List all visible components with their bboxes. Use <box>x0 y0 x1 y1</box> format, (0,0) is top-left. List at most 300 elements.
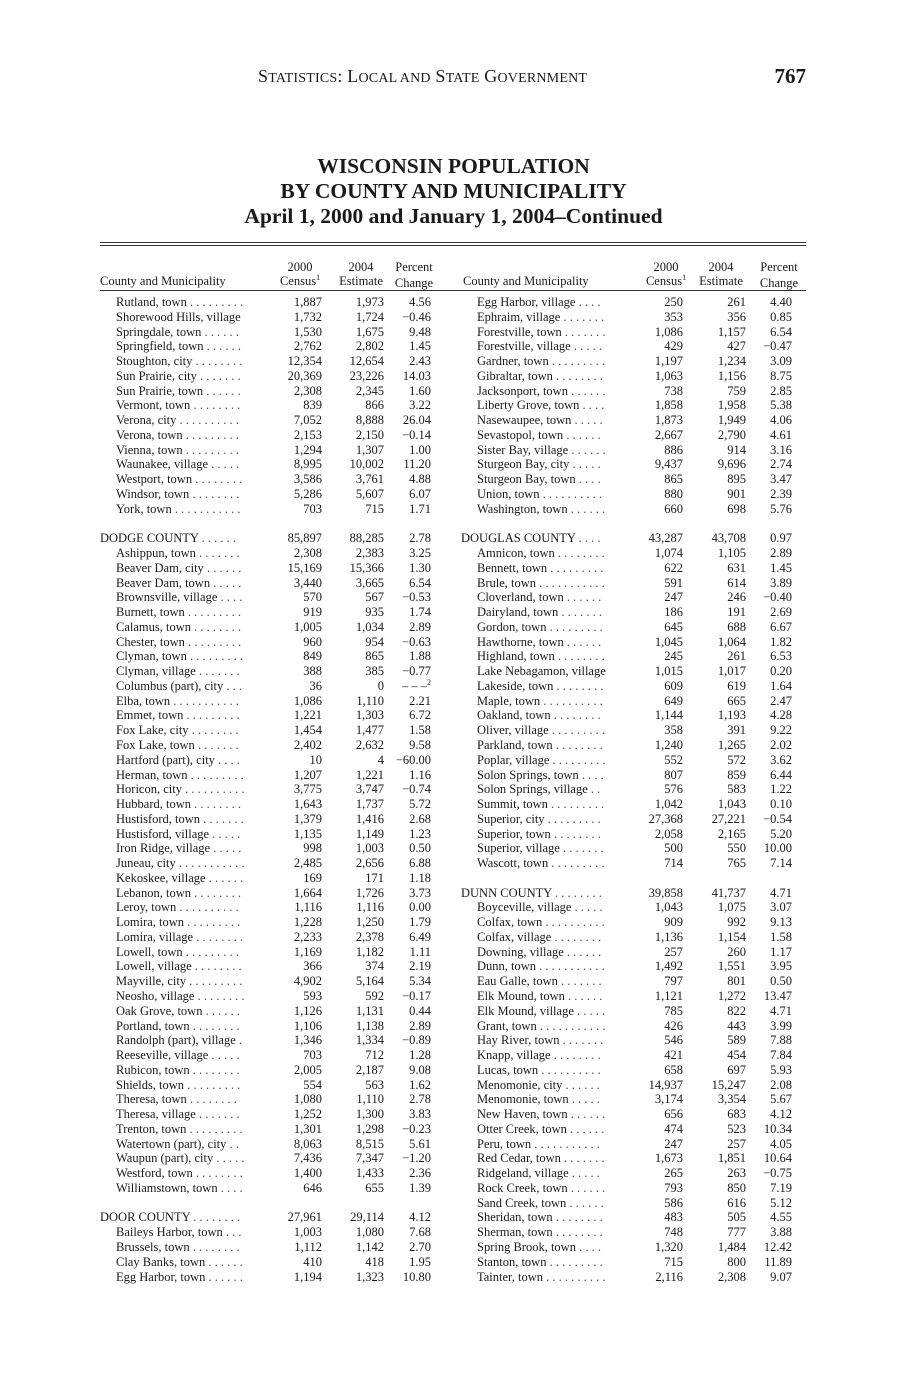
table-row <box>100 708 455 723</box>
estimate-2004: 1,149 <box>355 826 384 841</box>
percent-value: 26.04 <box>402 413 431 428</box>
municipality-name <box>100 531 236 546</box>
percent-change <box>371 590 431 605</box>
estimate-2004: 567 <box>365 590 384 605</box>
percent-value: −1.20 <box>402 1151 431 1166</box>
percent-change <box>732 1210 792 1225</box>
name-text: Westford, town <box>116 1166 193 1181</box>
census-2000: 247 <box>664 590 683 605</box>
estimate-2004: 2,802 <box>355 339 384 354</box>
census-2000: 919 <box>303 605 322 620</box>
name-text: Sister Bay, village <box>477 442 569 457</box>
percent-value: 1.39 <box>409 1180 431 1195</box>
name-text: Parkland, town <box>477 737 553 752</box>
percent-change <box>371 694 431 709</box>
percent-change <box>732 989 792 1004</box>
leader-dots: . . . . . . . . <box>553 678 604 693</box>
percent-value: 1.88 <box>409 649 431 664</box>
census-2000: 1,086 <box>293 693 322 708</box>
table-row <box>461 1048 816 1063</box>
percent-value: 0.50 <box>770 974 792 989</box>
percent-value: 2.19 <box>409 959 431 974</box>
estimate-2004: 1,157 <box>717 324 746 339</box>
percent-change <box>371 576 431 591</box>
estimate-2004: 777 <box>727 1225 746 1240</box>
municipality-name <box>116 1122 243 1137</box>
percent-value: 2.36 <box>409 1166 431 1181</box>
blank-row <box>100 516 455 531</box>
name-text: Poplar, village <box>477 752 550 767</box>
percent-change <box>371 398 431 413</box>
table-row <box>461 797 816 812</box>
name-text: Downing, village <box>477 944 564 959</box>
percent-value: 2.89 <box>409 1018 431 1033</box>
percent-change <box>732 295 792 310</box>
municipality-name <box>116 1166 243 1181</box>
census-2000: 714 <box>664 856 683 871</box>
name-text: Verona, city <box>116 413 177 428</box>
name-text: Chester, town <box>116 634 185 649</box>
leader-dots: . . . . . . . . . . <box>538 1062 601 1077</box>
percent-value: 4.12 <box>770 1107 792 1122</box>
municipality-name <box>477 753 606 768</box>
percent-change <box>732 339 792 354</box>
name-text: Emmet, town <box>116 708 184 723</box>
name-text: Ashippun, town <box>116 546 196 561</box>
title-line-3: April 1, 2000 and January 1, 2004–Continued <box>244 204 663 228</box>
percent-value: 2.78 <box>409 1092 431 1107</box>
percent-change <box>732 1063 792 1078</box>
municipality-name <box>477 694 603 709</box>
estimate-2004: 954 <box>365 634 384 649</box>
leader-dots: . . . . . . . . <box>552 1225 603 1240</box>
census-2000: 186 <box>664 605 683 620</box>
census-2000: 1,221 <box>293 708 322 723</box>
table-row <box>461 635 816 650</box>
municipality-name <box>116 1225 242 1240</box>
estimate-2004: 765 <box>727 856 746 871</box>
name-text: Ephraim, village <box>477 309 561 324</box>
census-2000: 1,858 <box>654 398 683 413</box>
percent-value: 6.53 <box>770 649 792 664</box>
estimate-2004: 1,034 <box>355 619 384 634</box>
percent-change <box>732 561 792 576</box>
name-text: DOUGLAS COUNTY <box>461 531 576 546</box>
leader-dots: . . . . . . . . <box>192 472 243 487</box>
estimate-2004: 583 <box>727 782 746 797</box>
header-pct-top: Percent <box>395 260 433 274</box>
percent-change <box>371 989 431 1004</box>
census-2000: 169 <box>303 870 322 885</box>
percent-change <box>732 1122 792 1137</box>
estimate-2004: 619 <box>727 678 746 693</box>
percent-change <box>732 1033 792 1048</box>
municipality-name <box>477 738 603 753</box>
name-text: Otter Creek, town <box>477 1121 567 1136</box>
table-row <box>461 1270 816 1285</box>
leader-dots: . . . . . . . . . <box>183 708 240 723</box>
census-2000: 2,762 <box>293 339 322 354</box>
census-2000: 474 <box>664 1121 683 1136</box>
percent-change <box>732 620 792 635</box>
name-text: Vienna, town <box>116 442 183 457</box>
name-text: Rutland, town <box>116 295 187 309</box>
percent-change <box>732 1270 792 1285</box>
name-text: Clyman, village <box>116 664 196 679</box>
estimate-2004: 1,250 <box>355 915 384 930</box>
leader-dots: . . . . . . . . . <box>547 560 604 575</box>
leader-dots: . . . . . . . <box>557 974 602 989</box>
census-2000: 2,058 <box>654 826 683 841</box>
census-2000: 410 <box>303 1254 322 1269</box>
leader-dots: . . . <box>222 1225 242 1240</box>
municipality-name <box>116 1240 240 1255</box>
percent-change <box>371 369 431 384</box>
name-text: Superior, city <box>477 811 545 826</box>
name-text: Mayville, city <box>116 974 187 989</box>
percent-change <box>732 428 792 443</box>
municipality-name <box>116 856 244 871</box>
leader-dots: . . . . . . . . <box>189 486 240 501</box>
name-text: Reeseville, village <box>116 1048 209 1063</box>
name-text: Sturgeon Bay, town <box>477 472 576 487</box>
percent-value: 7.84 <box>770 1048 792 1063</box>
percent-change <box>371 1270 431 1285</box>
census-2000: 849 <box>303 649 322 664</box>
estimate-2004: 171 <box>365 870 384 885</box>
estimate-2004: 4 <box>377 752 384 767</box>
header-pct-bottom: Change <box>394 276 434 290</box>
percent-value: 7.14 <box>770 856 792 871</box>
percent-value: 2.68 <box>409 811 431 826</box>
percent-value: 5.20 <box>770 826 792 841</box>
estimate-2004: 1,193 <box>717 708 746 723</box>
estimate-2004: 655 <box>365 1180 384 1195</box>
estimate-2004: 2,187 <box>355 1062 384 1077</box>
name-text: Solon Springs, town <box>477 767 579 782</box>
percent-change <box>732 768 792 783</box>
table-row <box>100 1166 455 1181</box>
name-text: Fox Lake, city <box>116 723 189 738</box>
percent-change <box>371 339 431 354</box>
percent-change <box>371 1033 431 1048</box>
table-row <box>461 841 816 856</box>
leader-dots: . . . . . . <box>563 427 601 442</box>
table-row <box>100 915 455 930</box>
census-2000: 646 <box>303 1180 322 1195</box>
table-row <box>461 708 816 723</box>
percent-change <box>732 797 792 812</box>
municipality-name <box>477 546 605 561</box>
percent-change <box>732 354 792 369</box>
municipality-name <box>116 1019 240 1034</box>
name-text: Herman, town <box>116 767 188 782</box>
percent-value: 11.20 <box>403 457 431 472</box>
estimate-2004: 822 <box>727 1003 746 1018</box>
name-text: Menomonie, city <box>477 1077 563 1092</box>
table-row <box>461 649 816 664</box>
estimate-2004: 0 <box>377 678 384 693</box>
census-2000: 1,126 <box>293 1003 322 1018</box>
estimate-2004: 683 <box>727 1107 746 1122</box>
name-text: Hustisford, village <box>116 826 210 841</box>
name-text: Lowell, village <box>116 959 192 974</box>
table-row <box>100 502 455 517</box>
table-row <box>100 1004 455 1019</box>
table-row <box>461 900 816 915</box>
estimate-2004: 2,790 <box>717 427 746 442</box>
table-row <box>461 915 816 930</box>
name-text: New Haven, town <box>477 1107 568 1122</box>
percent-change <box>371 295 431 310</box>
municipality-name <box>116 1255 243 1270</box>
municipality-name <box>116 1063 240 1078</box>
percent-value: −0.17 <box>402 988 431 1003</box>
name-text: Red Cedar, town <box>477 1151 561 1166</box>
census-2000: 1,194 <box>293 1269 322 1284</box>
municipality-name <box>116 989 244 1004</box>
estimate-2004: 616 <box>727 1195 746 1210</box>
census-2000: 886 <box>664 442 683 457</box>
table-row <box>100 1225 455 1240</box>
census-2000: 609 <box>664 678 683 693</box>
estimate-2004: 246 <box>727 590 746 605</box>
percent-value: −0.54 <box>763 811 792 826</box>
estimate-2004: 3,747 <box>355 782 384 797</box>
name-text: Stoughton, city <box>116 354 193 369</box>
municipality-name <box>477 797 604 812</box>
name-text: Tainter, town <box>477 1269 543 1284</box>
header-2004-top: 2004 <box>348 260 374 274</box>
municipality-name <box>477 1196 604 1211</box>
name-text: Hubbard, town <box>116 797 191 812</box>
municipality-name <box>116 886 241 901</box>
census-2000: 1,400 <box>293 1166 322 1181</box>
estimate-2004: 3,761 <box>355 472 384 487</box>
municipality-name <box>116 945 239 960</box>
municipality-name <box>477 339 602 354</box>
leader-dots: . . . . . . . . . <box>548 856 605 871</box>
leader-dots: . . . . . . . . . <box>546 1254 603 1269</box>
census-2000: 909 <box>664 915 683 930</box>
estimate-2004: 865 <box>365 649 384 664</box>
percent-change <box>371 856 431 871</box>
census-2000: 2,005 <box>293 1062 322 1077</box>
name-text: Eau Galle, town <box>477 974 558 989</box>
percent-value: 1.74 <box>409 605 431 620</box>
leader-dots: . . . . . . . . . . . <box>170 693 239 708</box>
municipality-name <box>477 1137 600 1152</box>
municipality-name <box>116 797 241 812</box>
leader-dots: . . . . . . . . . <box>548 723 605 738</box>
estimate-2004: 88,285 <box>349 531 384 546</box>
estimate-2004: 572 <box>727 752 746 767</box>
percent-change <box>732 457 792 472</box>
name-text: Sand Creek, town <box>477 1195 567 1210</box>
percent-change <box>732 310 792 325</box>
table-row <box>461 974 816 989</box>
table-row <box>461 723 816 738</box>
percent-change <box>371 472 431 487</box>
leader-dots: . . . . . . . . <box>551 885 602 900</box>
percent-value: 2.89 <box>409 619 431 634</box>
table-row <box>100 959 455 974</box>
municipality-name <box>477 1078 600 1093</box>
municipality-name <box>477 605 602 620</box>
estimate-2004: 1,105 <box>717 546 746 561</box>
percent-value: −0.75 <box>763 1166 792 1181</box>
running-head <box>258 66 587 87</box>
name-text: Iron Ridge, village <box>116 841 211 856</box>
table-row <box>100 398 455 413</box>
estimate-2004: 592 <box>365 988 384 1003</box>
percent-value: 1.30 <box>409 560 431 575</box>
name-text: Elba, town <box>116 693 171 708</box>
percent-value: 5.76 <box>770 501 792 516</box>
census-2000: 1,673 <box>654 1151 683 1166</box>
census-2000: 1,873 <box>654 413 683 428</box>
leader-dots: . . . . . . <box>567 1107 606 1122</box>
percent-change <box>371 1210 431 1225</box>
estimate-2004: 29,114 <box>350 1210 384 1225</box>
footnote-mark: 1 <box>316 272 321 282</box>
census-2000: 1,112 <box>294 1240 322 1254</box>
leader-dots: . . . . <box>575 472 601 487</box>
estimate-2004: 2,165 <box>717 826 746 841</box>
municipality-name <box>116 664 240 679</box>
percent-change <box>732 1166 792 1181</box>
percent-value: 9.48 <box>409 324 431 339</box>
percent-value: 6.49 <box>409 929 431 944</box>
census-2000: 1,346 <box>293 1033 322 1048</box>
municipality-name <box>116 871 243 886</box>
name-text: DODGE COUNTY <box>100 531 199 546</box>
leader-dots: . . . . . . . . . . <box>176 413 239 428</box>
percent-change <box>371 605 431 620</box>
census-2000: 1,252 <box>293 1107 322 1122</box>
leader-dots: . . . . . . . . . . . <box>171 501 241 516</box>
table-row <box>461 738 816 753</box>
census-2000: 552 <box>664 752 683 767</box>
title-line-2: BY COUNTY AND MUNICIPALITY <box>280 179 627 203</box>
name-text: Randolph (part), village <box>116 1033 236 1048</box>
census-2000: 1,301 <box>293 1121 322 1136</box>
census-2000: 2,667 <box>654 427 683 442</box>
leader-dots: . . . . . . <box>562 1077 600 1092</box>
municipality-name <box>477 384 605 399</box>
table-row <box>100 1078 455 1093</box>
estimate-2004: 12,654 <box>349 354 384 369</box>
percent-value: 1.23 <box>409 826 431 841</box>
municipality-name <box>477 915 605 930</box>
name-text: Lucas, town <box>477 1062 539 1077</box>
census-2000: 586 <box>664 1195 683 1210</box>
estimate-2004: 2,383 <box>355 546 384 561</box>
name-text: Horicon, city <box>116 782 182 797</box>
percent-value: 4.71 <box>770 885 792 900</box>
census-2000: 960 <box>303 634 322 649</box>
percent-value: 5.12 <box>770 1195 792 1210</box>
census-2000: 12,354 <box>287 354 322 369</box>
estimate-2004: 1,131 <box>355 1003 384 1018</box>
percent-value: −0.53 <box>402 590 431 605</box>
table-row <box>100 413 455 428</box>
census-2000: 554 <box>303 1077 322 1092</box>
percent-change <box>371 1122 431 1137</box>
census-2000: 1,144 <box>654 708 683 723</box>
census-2000: 807 <box>664 767 683 782</box>
leader-dots: . . . . . . . . <box>552 737 603 752</box>
table-row <box>100 295 455 310</box>
percent-value: 3.83 <box>409 1107 431 1122</box>
running-head-part: S <box>258 66 269 86</box>
percent-value: 2.47 <box>770 693 792 708</box>
leader-dots: . . . . . . . <box>195 1107 240 1122</box>
estimate-2004: 2,378 <box>355 929 384 944</box>
estimate-2004: 1,416 <box>355 811 384 826</box>
name-text: Sevastopol, town <box>477 427 564 442</box>
percent-value: 1.60 <box>409 383 431 398</box>
leader-dots: . . . . . . . . . . . <box>536 959 605 974</box>
header-2004-bottom: Estimate <box>699 274 743 288</box>
municipality-name <box>477 1004 605 1019</box>
percent-change <box>371 915 431 930</box>
header-2000-bottom <box>646 274 686 288</box>
percent-change <box>371 635 431 650</box>
name-text: Lakeside, town <box>477 678 554 693</box>
percent-change <box>371 561 431 576</box>
table-row <box>461 354 816 369</box>
municipality-name <box>477 1166 600 1181</box>
leader-dots: . . . . . . . . <box>192 354 243 369</box>
census-2000: 1,320 <box>654 1240 683 1254</box>
name-text: Elk Mound, village <box>477 1003 574 1018</box>
census-2000: 1,116 <box>294 900 322 915</box>
percent-value: 9.58 <box>409 737 431 752</box>
name-text: Neosho, village <box>116 988 195 1003</box>
leader-dots: . . . . . . . . <box>189 1240 240 1254</box>
municipality-name <box>477 428 601 443</box>
percent-value: −0.89 <box>402 1033 431 1048</box>
estimate-2004: 1,477 <box>355 723 384 738</box>
blank-row <box>461 871 816 886</box>
percent-change <box>732 915 792 930</box>
census-2000: 421 <box>664 1048 683 1063</box>
percent-change <box>732 708 792 723</box>
estimate-2004: 800 <box>727 1254 746 1269</box>
top-rule <box>100 242 806 243</box>
name-text: Burnett, town <box>116 605 185 620</box>
leader-dots: . . . . . . . . <box>189 1062 240 1077</box>
percent-change <box>371 768 431 783</box>
estimate-2004: 1,075 <box>717 900 746 915</box>
estimate-2004: 2,656 <box>355 856 384 871</box>
leader-dots: . . . . . . . . . <box>186 1121 243 1136</box>
percent-change <box>732 812 792 827</box>
municipality-name <box>477 561 603 576</box>
leader-dots: . . . . . . . <box>559 841 604 856</box>
percent-change <box>371 457 431 472</box>
table-row <box>100 782 455 797</box>
name-text: Baileys Harbor, town <box>116 1225 223 1240</box>
percent-value: 3.09 <box>770 354 792 369</box>
census-2000: 1,664 <box>293 885 322 900</box>
table-row <box>461 1019 816 1034</box>
municipality-name <box>477 1210 603 1225</box>
leader-dots: . . . . . . . <box>194 737 239 752</box>
municipality-name <box>477 812 601 827</box>
leader-dots: . . . . . . . . . <box>548 354 605 369</box>
